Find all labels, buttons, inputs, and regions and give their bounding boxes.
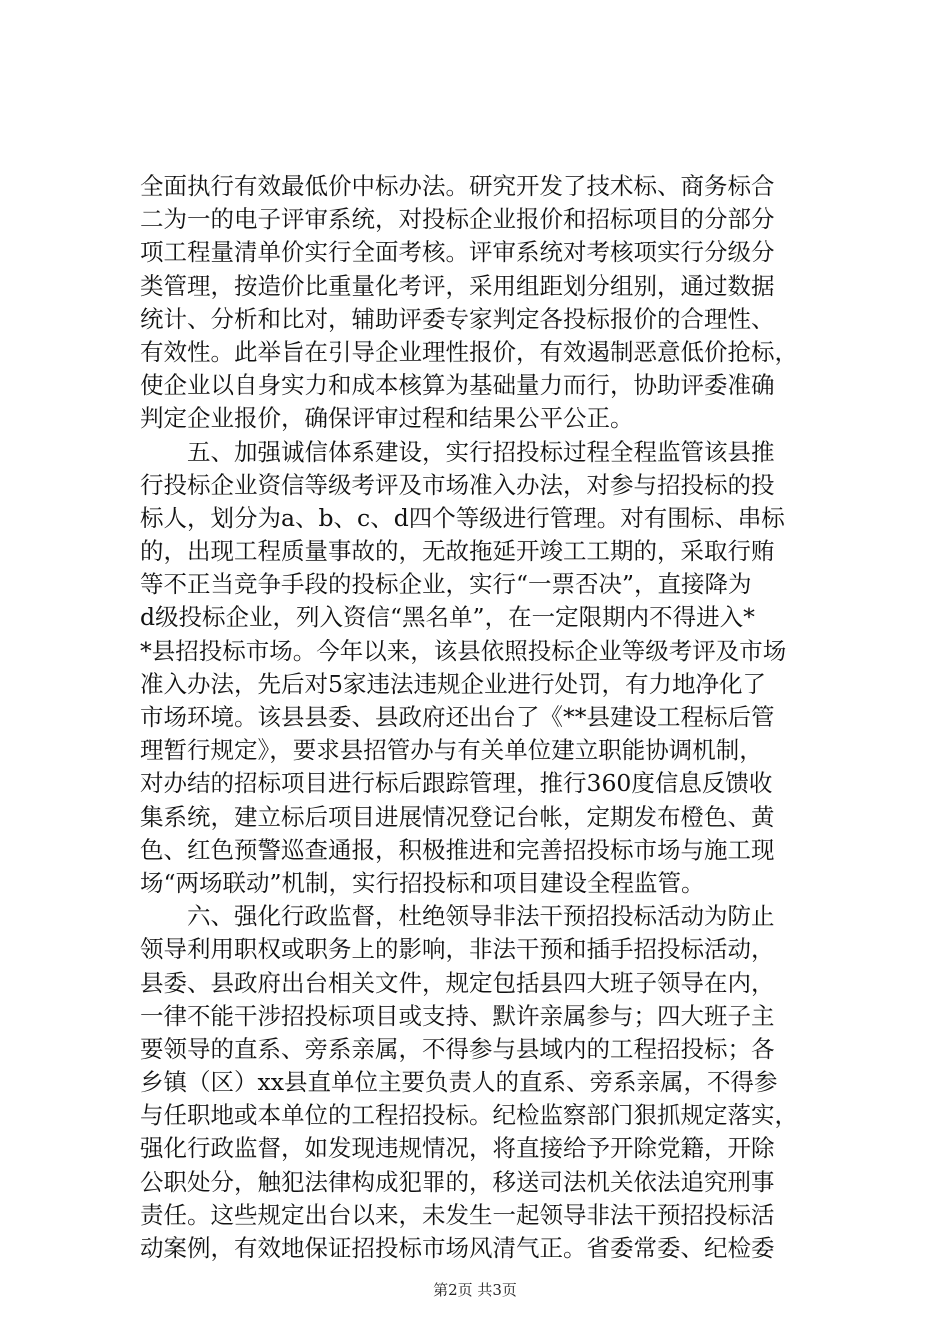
text-line: 的，出现工程质量事故的，无故拖延开竣工工期的，采取行贿 [140,537,775,566]
text-line: 市场环境。该县县委、县政府还出台了《**县建设工程标后管 [140,703,775,731]
text-line: *县招投标市场。今年以来，该县依照投标企业等级考评及市场 [140,636,787,665]
text-line: 类管理，按造价比重量化考评，采用组距划分组别，通过数据 [140,271,775,300]
text-line: 色、红色预警巡查通报，积极推进和完善招投标市场与施工现 [140,835,775,864]
page-footer [0,1280,950,1300]
text-line: 场“两场联动”机制，实行招投标和项目建设全程监管。 [140,868,705,897]
text-line: 统计、分析和比对，辅助评委专家判定各投标报价的合理性、 [140,304,775,333]
text-line: 判定企业报价，确保评审过程和结果公平公正。 [140,404,634,433]
text-line: 责任。这些规定出台以来，未发生一起领导非法干预招投标活 [140,1200,775,1229]
text-line: 领导利用职权或职务上的影响，非法干预和插手招投标活动， [140,935,775,964]
text-line: 五、加强诚信体系建设，实行招投标过程全程监管该县推 [140,437,775,466]
text-line: 对办结的招标项目进行标后跟踪管理，推行360度信息反馈收 [140,769,773,798]
text-line: 行投标企业资信等级考评及市场准入办法，对参与招投标的投 [140,470,775,499]
text-line: 使企业以自身实力和成本核算为基础量力而行，协助评委准确 [140,371,775,400]
text-line: 集系统，建立标后项目进展情况登记台帐，定期发布橙色、黄 [140,802,775,831]
text-line: 强化行政监督，如发现违规情况，将直接给予开除党籍，开除 [140,1134,775,1163]
text-line: 二为一的电子评审系统，对投标企业报价和招标项目的分部分 [140,205,775,234]
text-line: 六、强化行政监督，杜绝领导非法干预招投标活动为防止 [140,902,775,931]
text-line: 动案例，有效地保证招投标市场风清气正。省委常委、纪检委 [140,1234,775,1262]
text-line: 乡镇（区）xx县直单位主要负责人的直系、旁系亲属，不得参 [140,1068,778,1097]
text-line: 等不正当竞争手段的投标企业，实行“一票否决”，直接降为 [140,570,752,599]
document-body [140,170,830,1265]
text-line: 有效性。此举旨在引导企业理性报价，有效遏制恶意低价抢标， [140,337,798,366]
text-line: 项工程量清单价实行全面考核。评审系统对考核项实行分级分 [140,238,775,267]
text-line: 与任职地或本单位的工程招投标。纪检监察部门狠抓规定落实， [140,1101,798,1130]
text-line: 县委、县政府出台相关文件，规定包括县四大班子领导在内， [140,968,775,997]
text-line: d级投标企业，列入资信“黑名单”，在一定限期内不得进入* [140,603,755,632]
page-number-label: 第2页 共3页 [433,1281,517,1299]
text-line: 标人，划分为a、b、c、d四个等级进行管理。对有围标、串标 [140,503,785,532]
text-line: 公职处分，触犯法律构成犯罪的，移送司法机关依法追究刑事 [140,1167,775,1196]
text-line: 准入办法，先后对5家违法违规企业进行处罚，有力地净化了 [140,669,766,698]
text-line: 理暂行规定》，要求县招管办与有关单位建立职能协调机制， [140,736,763,765]
text-line: 要领导的直系、旁系亲属，不得参与县域内的工程招投标；各 [140,1034,775,1063]
text-line: 全面执行有效最低价中标办法。研究开发了技术标、商务标合 [140,172,775,200]
text-line: 一律不能干涉招投标项目或支持、默许亲属参与；四大班子主 [140,1001,775,1030]
